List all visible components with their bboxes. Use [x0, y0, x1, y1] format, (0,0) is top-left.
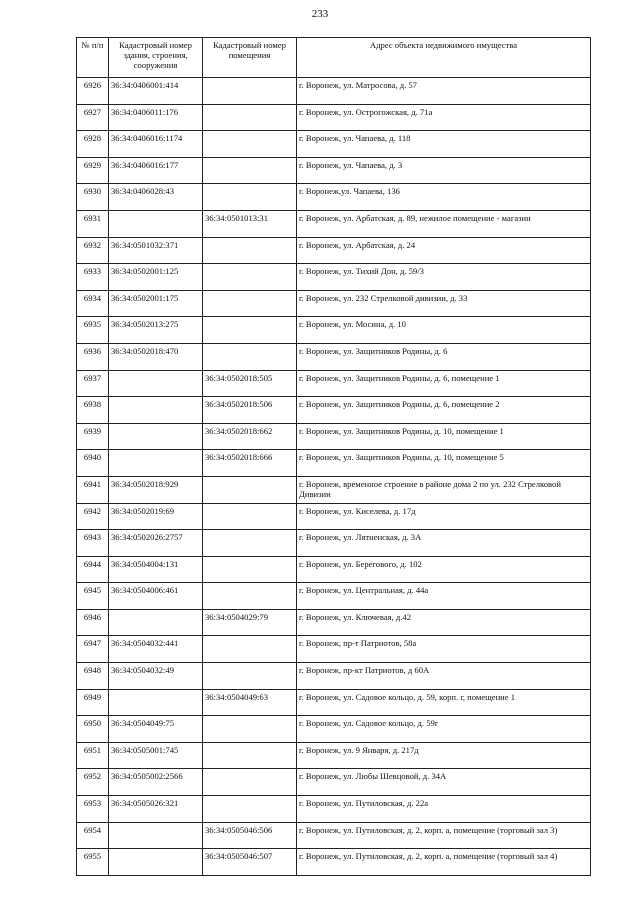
cell-premises-cadastral: 36:34:0502018:662 — [203, 423, 297, 450]
cell-address: г. Воронеж, ул. Чапаева, д. 118 — [297, 131, 591, 158]
table-row — [77, 131, 591, 158]
cell-building-cadastral — [109, 423, 203, 450]
cell-premises-cadastral — [203, 264, 297, 291]
cell-address: г. Воронеж, ул. Чапаева, д. 3 — [297, 157, 591, 184]
cell-building-cadastral: 36:34:0505001:745 — [109, 742, 203, 769]
cell-address: г. Воронеж, ул. Лятненская, д. 3А — [297, 530, 591, 557]
table-row — [77, 716, 591, 743]
table-row — [77, 104, 591, 131]
table-row — [77, 689, 591, 716]
cell-address: г. Воронеж, ул. Защитников Родины, д. 6, помещение 1 — [297, 370, 591, 397]
cell-building-cadastral: 36:34:0502001:125 — [109, 264, 203, 291]
cell-num: 6933 — [77, 264, 109, 291]
cell-building-cadastral — [109, 370, 203, 397]
cell-premises-cadastral — [203, 184, 297, 211]
table-row — [77, 769, 591, 796]
cell-building-cadastral: 36:34:0504004:131 — [109, 556, 203, 583]
cell-num: 6953 — [77, 796, 109, 823]
cell-num: 6952 — [77, 769, 109, 796]
cell-premises-cadastral — [203, 157, 297, 184]
table-row — [77, 397, 591, 424]
cell-building-cadastral — [109, 397, 203, 424]
cell-num: 6942 — [77, 503, 109, 530]
cell-building-cadastral: 36:34:0504032:49 — [109, 663, 203, 690]
cell-num: 6934 — [77, 290, 109, 317]
cell-num: 6945 — [77, 583, 109, 610]
cell-address: г. Воронеж, ул. Садовое кольцо, д. 59г — [297, 716, 591, 743]
table-header-row — [77, 38, 591, 78]
cell-address: г. Воронеж, пр-кт Патриотов, д 60А — [297, 663, 591, 690]
cell-address: г. Воронеж, временное строение в районе дома 2 по ул. 232 Стрелковой Дивизии — [297, 476, 591, 503]
cell-num: 6954 — [77, 822, 109, 849]
cell-address: г. Воронеж, ул. Киселева, д. 17д — [297, 503, 591, 530]
header-address: Адрес объекта недвижимого имущества — [297, 38, 591, 78]
cell-num: 6947 — [77, 636, 109, 663]
cell-building-cadastral: 36:34:0406016:177 — [109, 157, 203, 184]
cell-num: 6936 — [77, 343, 109, 370]
cell-num: 6949 — [77, 689, 109, 716]
cell-building-cadastral: 36:34:0504006:461 — [109, 583, 203, 610]
table-row — [77, 556, 591, 583]
table-row — [77, 264, 591, 291]
cell-building-cadastral: 36:34:0406001:414 — [109, 78, 203, 105]
cell-building-cadastral — [109, 450, 203, 477]
cell-num: 6930 — [77, 184, 109, 211]
cell-address: г. Воронеж, ул. Берегового, д. 102 — [297, 556, 591, 583]
cell-premises-cadastral — [203, 104, 297, 131]
cell-building-cadastral: 36:34:0406011:176 — [109, 104, 203, 131]
cell-num: 6950 — [77, 716, 109, 743]
cell-address: г. Воронеж, ул. Защитников Родины, д. 10, помещение 1 — [297, 423, 591, 450]
cell-premises-cadastral — [203, 78, 297, 105]
table-row — [77, 343, 591, 370]
cell-building-cadastral — [109, 210, 203, 237]
page-number: 233 — [311, 8, 329, 20]
cell-num: 6941 — [77, 476, 109, 503]
cell-address: г. Воронеж, ул. Арбатская, д. 24 — [297, 237, 591, 264]
table-row — [77, 663, 591, 690]
cell-premises-cadastral — [203, 317, 297, 344]
cell-num: 6935 — [77, 317, 109, 344]
cell-building-cadastral: 36:34:0502019:69 — [109, 503, 203, 530]
cell-building-cadastral: 36:34:0502018:470 — [109, 343, 203, 370]
table-row — [77, 742, 591, 769]
cell-building-cadastral: 36:34:0502026:2757 — [109, 530, 203, 557]
cell-premises-cadastral — [203, 556, 297, 583]
cell-address: г. Воронеж, ул. Любы Шевцовой, д. 34А — [297, 769, 591, 796]
cell-building-cadastral: 36:34:0504049:75 — [109, 716, 203, 743]
cell-address: г. Воронеж, ул. Арбатская, д. 89, нежилое помещение - магазин — [297, 210, 591, 237]
cell-building-cadastral — [109, 822, 203, 849]
cell-address: г. Воронеж, пр-т Патриотов, 58а — [297, 636, 591, 663]
cell-building-cadastral: 36:34:0505026:321 — [109, 796, 203, 823]
cell-premises-cadastral — [203, 131, 297, 158]
cell-building-cadastral: 36:34:0505002:2566 — [109, 769, 203, 796]
cell-address: г. Воронеж, ул. Острогожская, д. 71а — [297, 104, 591, 131]
cell-num: 6931 — [77, 210, 109, 237]
cell-premises-cadastral: 36:34:0502018:505 — [203, 370, 297, 397]
table-row — [77, 530, 591, 557]
table-row — [77, 796, 591, 823]
table-row — [77, 476, 591, 503]
cell-address: г. Воронеж, ул. Тихий Дон, д. 59/3 — [297, 264, 591, 291]
cell-building-cadastral — [109, 689, 203, 716]
table-row — [77, 450, 591, 477]
cell-building-cadastral: 36:34:0406016:1174 — [109, 131, 203, 158]
cell-building-cadastral — [109, 609, 203, 636]
cell-address: г. Воронеж, ул. Путиловская, д. 2, корп. а, помещение (торговый зал 3) — [297, 822, 591, 849]
cell-num: 6926 — [77, 78, 109, 105]
cell-num: 6948 — [77, 663, 109, 690]
cell-premises-cadastral — [203, 290, 297, 317]
cell-premises-cadastral — [203, 769, 297, 796]
table-row — [77, 609, 591, 636]
property-registry-table — [76, 37, 591, 876]
header-num: № п/п — [77, 38, 109, 78]
cell-premises-cadastral — [203, 796, 297, 823]
table-row — [77, 849, 591, 876]
header-premises-cadastral: Кадастровый номер помещения — [203, 38, 297, 78]
cell-building-cadastral: 36:34:0502001:175 — [109, 290, 203, 317]
table-row — [77, 583, 591, 610]
cell-address: г. Воронеж, ул. Защитников Родины, д. 10, помещение 5 — [297, 450, 591, 477]
cell-address: г. Воронеж, ул. 232 Стрелковой дивизии, д. 33 — [297, 290, 591, 317]
table-row — [77, 184, 591, 211]
cell-address: г. Воронеж, ул. Защитников Родины, д. 6 — [297, 343, 591, 370]
cell-premises-cadastral — [203, 343, 297, 370]
cell-address: г. Воронеж, ул. Садовое кольцо, д. 59, корп. г, помещение 1 — [297, 689, 591, 716]
cell-premises-cadastral: 36:34:0502018:506 — [203, 397, 297, 424]
table-row — [77, 237, 591, 264]
cell-premises-cadastral — [203, 503, 297, 530]
cell-address: г. Воронеж, ул. Мосина, д. 10 — [297, 317, 591, 344]
cell-premises-cadastral — [203, 663, 297, 690]
cell-num: 6937 — [77, 370, 109, 397]
cell-building-cadastral: 36:34:0502013:275 — [109, 317, 203, 344]
cell-num: 6951 — [77, 742, 109, 769]
table-row — [77, 290, 591, 317]
cell-building-cadastral: 36:34:0504032:441 — [109, 636, 203, 663]
table-row — [77, 78, 591, 105]
cell-premises-cadastral — [203, 476, 297, 503]
table-row — [77, 317, 591, 344]
table-row — [77, 636, 591, 663]
cell-premises-cadastral: 36:34:0504029:79 — [203, 609, 297, 636]
cell-num: 6938 — [77, 397, 109, 424]
cell-address: г. Воронеж, ул. Защитников Родины, д. 6, помещение 2 — [297, 397, 591, 424]
cell-premises-cadastral: 36:34:0501013:31 — [203, 210, 297, 237]
cell-premises-cadastral — [203, 237, 297, 264]
cell-premises-cadastral — [203, 636, 297, 663]
cell-address: г. Воронеж,ул. Чапаева, 136 — [297, 184, 591, 211]
cell-address: г. Воронеж, ул. Матросова, д. 57 — [297, 78, 591, 105]
cell-premises-cadastral: 36:34:0504049:63 — [203, 689, 297, 716]
table-row — [77, 157, 591, 184]
cell-premises-cadastral: 36:34:0505046:507 — [203, 849, 297, 876]
cell-building-cadastral — [109, 849, 203, 876]
cell-num: 6943 — [77, 530, 109, 557]
cell-num: 6927 — [77, 104, 109, 131]
table-row — [77, 423, 591, 450]
cell-num: 6946 — [77, 609, 109, 636]
cell-building-cadastral: 36:34:0502018:929 — [109, 476, 203, 503]
cell-address: г. Воронеж, ул. 9 Января, д. 217д — [297, 742, 591, 769]
cell-num: 6932 — [77, 237, 109, 264]
cell-address: г. Воронеж, ул. Путиловская, д. 2, корп. а, помещение (торговый зал 4) — [297, 849, 591, 876]
cell-premises-cadastral: 36:34:0502018:666 — [203, 450, 297, 477]
cell-premises-cadastral — [203, 742, 297, 769]
table-row — [77, 210, 591, 237]
cell-building-cadastral: 36:34:0406028:43 — [109, 184, 203, 211]
cell-address: г. Воронеж, ул. Ключевая, д.42 — [297, 609, 591, 636]
cell-address: г. Воронеж, ул. Центральная, д. 44а — [297, 583, 591, 610]
cell-num: 6940 — [77, 450, 109, 477]
table-row — [77, 503, 591, 530]
cell-num: 6944 — [77, 556, 109, 583]
header-building-cadastral: Кадастровый номер здания, строения, сооружения — [109, 38, 203, 78]
cell-num: 6928 — [77, 131, 109, 158]
cell-address: г. Воронеж, ул. Путиловская, д. 22а — [297, 796, 591, 823]
cell-premises-cadastral — [203, 530, 297, 557]
cell-premises-cadastral — [203, 716, 297, 743]
table-row — [77, 822, 591, 849]
cell-building-cadastral: 36:34:0501032:371 — [109, 237, 203, 264]
cell-num: 6955 — [77, 849, 109, 876]
cell-num: 6929 — [77, 157, 109, 184]
cell-premises-cadastral: 36:34:0505046:506 — [203, 822, 297, 849]
cell-num: 6939 — [77, 423, 109, 450]
cell-premises-cadastral — [203, 583, 297, 610]
table-row — [77, 370, 591, 397]
